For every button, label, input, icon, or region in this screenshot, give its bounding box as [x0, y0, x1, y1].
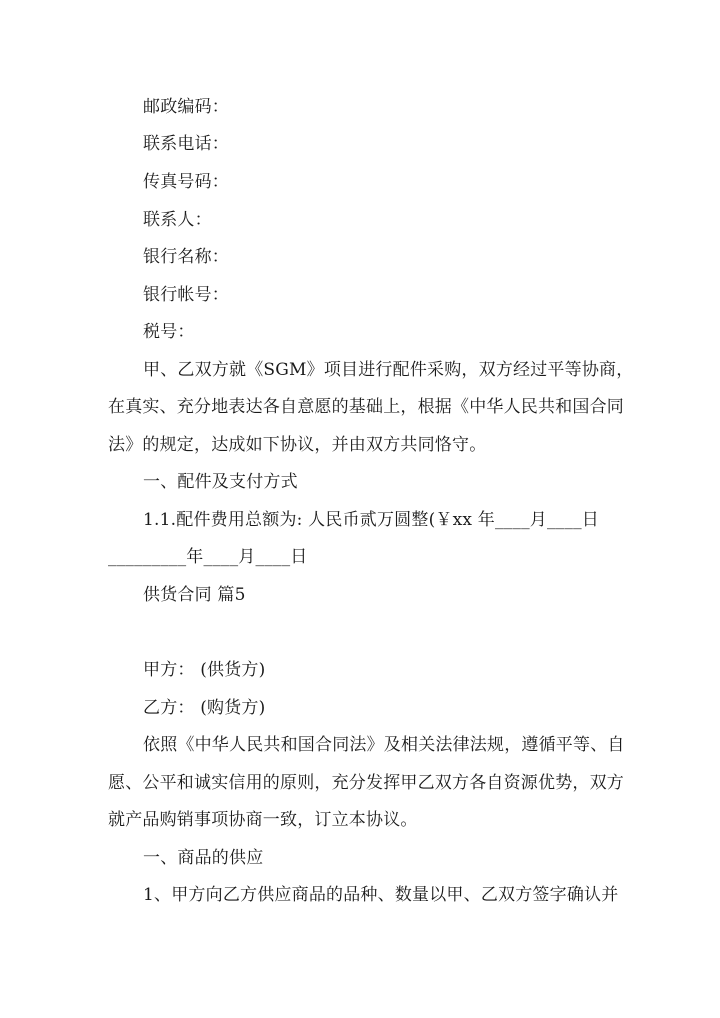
paragraph-intro-line-3: 法》的规定，达成如下协议，并由双方共同恪守。: [108, 435, 487, 455]
field-tax-id: 税号：: [143, 322, 195, 342]
party-b: 乙方： (购货方): [143, 698, 266, 718]
field-bank-account: 银行帐号：: [143, 285, 229, 305]
paragraph-basis-line-1: 依照《中华人民共和国合同法》及相关法律法规，遵循平等、自: [143, 735, 625, 755]
party-a: 甲方： (供货方): [143, 660, 266, 680]
field-fax: 传真号码：: [143, 172, 229, 192]
section-heading-parts-payment: 一、配件及支付方式: [143, 472, 298, 492]
paragraph-intro-line-1: 甲、乙双方就《SGM》项目进行配件采购，双方经过平等协商，: [143, 360, 634, 380]
field-bank-name: 银行名称：: [143, 247, 229, 267]
contract-title: 供货合同 篇5: [143, 585, 246, 605]
paragraph-basis-line-3: 就产品购销事项协商一致，订立本协议。: [108, 810, 418, 830]
clause-2-1-line-1: 1、甲方向乙方供应商品的品种、数量以甲、乙双方签字确认并: [143, 885, 619, 905]
clause-1-1-line-1: 1.1.配件费用总额为: 人民币贰万圆整(￥xx 年____月____日: [143, 510, 599, 530]
field-phone: 联系电话：: [143, 134, 229, 154]
field-contact: 联系人：: [143, 210, 212, 230]
paragraph-basis-line-2: 愿、公平和诚实信用的原则，充分发挥甲乙双方各自资源优势，双方: [108, 773, 624, 793]
clause-1-1-line-2: _________年____月____日: [108, 547, 308, 567]
section-heading-goods-supply: 一、商品的供应: [143, 848, 264, 868]
paragraph-intro-line-2: 在真实、充分地表达各自意愿的基础上，根据《中华人民共和国合同: [108, 397, 624, 417]
field-postal-code: 邮政编码：: [143, 97, 229, 117]
